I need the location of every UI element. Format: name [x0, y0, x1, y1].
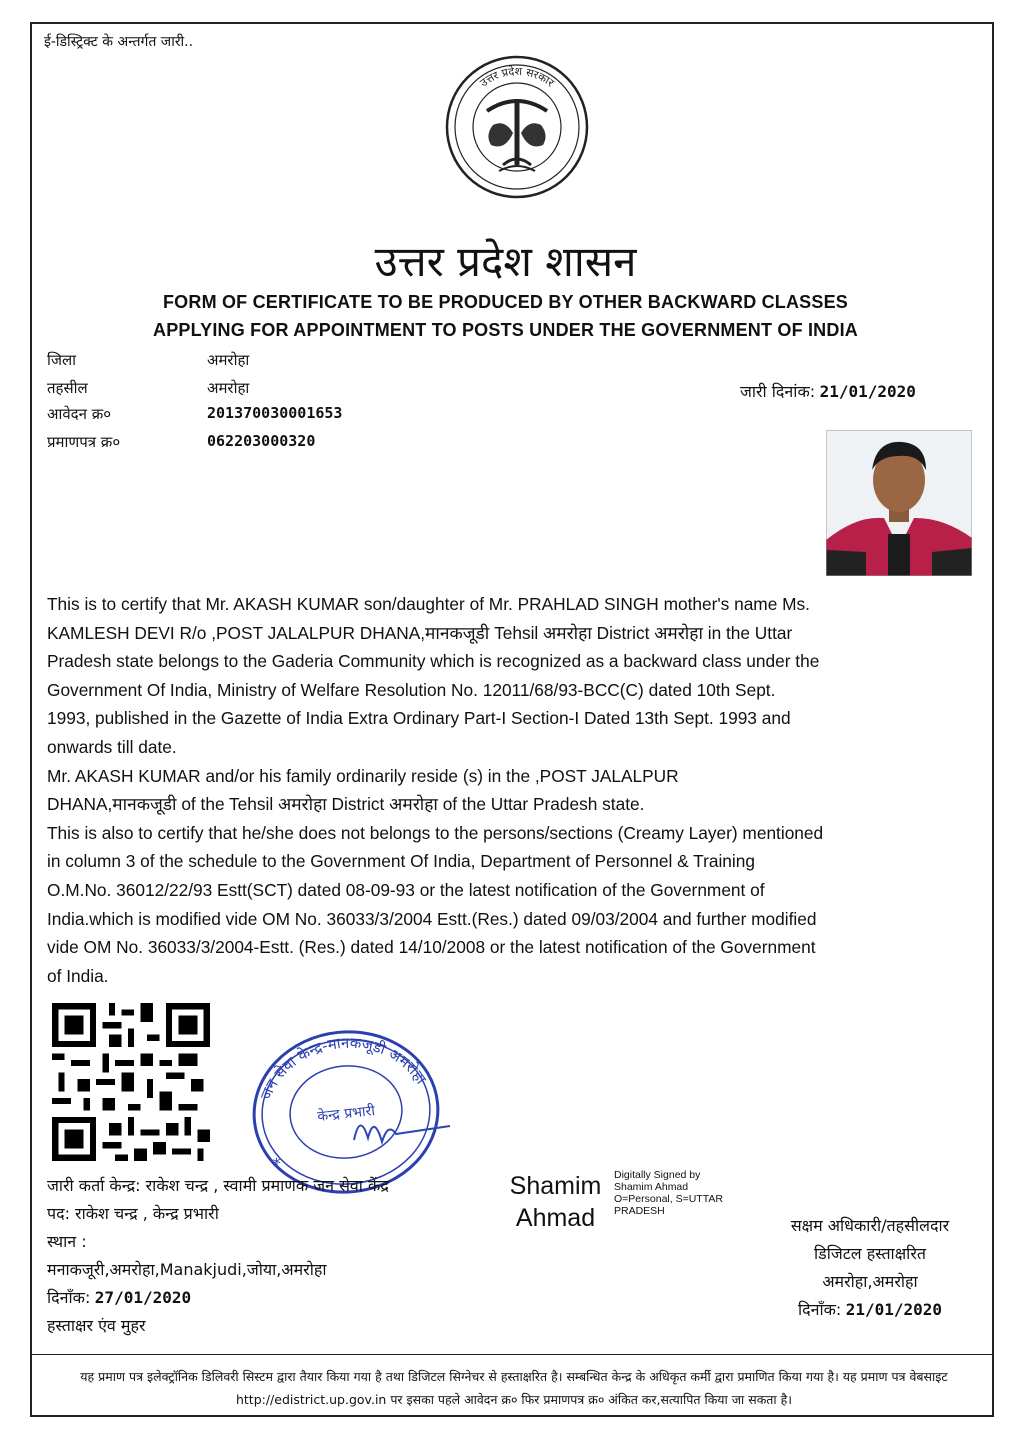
up-government-emblem-icon — [443, 53, 591, 201]
digital-signature-note: Digitally Signed by Shamim Ahmad O=Personal, S=UTTAR PRADESH — [614, 1169, 723, 1217]
certificate-number-label: प्रमाणपत्र क्र० — [47, 433, 121, 451]
signature-and-seal-label: हस्ताक्षर एंव मुहर — [47, 1316, 146, 1335]
tehsil-value: अमरोहा — [207, 379, 250, 397]
place-value: मनाकजूरी,अमरोहा,Manakjudi,जोया,अमरोहा — [47, 1260, 327, 1279]
authority-digital-signed: डिजिटल हस्ताक्षरित — [814, 1244, 926, 1263]
tehsil-label: तहसील — [47, 379, 88, 397]
certificate-body: This is to certify that Mr. AKASH KUMAR son/daughter of Mr. PRAHLAD SINGH mother's name Ms. KAMLESH DEVI R/o ,POST JALALPUR DHANA,मानकजूडी Tehsil अमरोहा District अमरोहा in the Uttar Pradesh state belongs to the Gaderia Community which is recognized as a backward class under the Government Of India, Ministry of Welfare Resolution No. 12011/68/93-BCC(C) dated 10th Sept. 1993, published in the Gazette of India Extra Ordinary Part-I Section-I Dated 13th Sept. 1993 and onwards till date. Mr. AKASH KUMAR and/or his family ordinarily reside (s) in the ,POST JALALPUR DHANA,मानकजूडी of the Tehsil अमरोहा District अमरोहा of the Uttar Pradesh state. This is also to certify that he/she does not belongs to the persons/sections (Creamy Layer) mentioned in column 3 of the schedule to the Government Of India, Department of Personnel & Training O.M.No. 36012/22/93 Estt(SCT) dated 08-09-93 or the latest notification of the Government of India.which is modified vide OM No. 36033/3/2004 Estt.(Res.) dated 09/03/2004 and further modified vide OM No. 36033/3/2004-Estt. (Res.) dated 14/10/2008 or the latest notification of the Government of India. — [47, 594, 824, 986]
authority-date-value: 21/01/2020 — [845, 1300, 943, 1319]
verification-qr-code — [50, 1003, 212, 1161]
stamp-ring-text: जन सेवा केन्द्र-मानकजूडी अमरोहा — [256, 1033, 431, 1103]
hindi-title: उत्तर प्रदेश शासन — [374, 237, 637, 286]
issue-date-value: 21/01/2020 — [819, 382, 916, 401]
issuer-date-label: दिनाँक: — [47, 1288, 91, 1307]
signer-last-name: Ahmad — [515, 1204, 596, 1232]
signer-first-name: Shamim — [509, 1172, 602, 1200]
stamp-center-text: केन्द्र प्रभारी — [316, 1103, 376, 1125]
form-title-line-1: FORM OF CERTIFICATE TO BE PRODUCED BY OTHER BACKWARD CLASSES — [162, 292, 849, 312]
application-number-value: 201370030001653 — [207, 404, 343, 422]
authority-place: अमरोहा,अमरोहा — [822, 1272, 918, 1291]
authority-date-label: दिनाँक: — [797, 1300, 842, 1319]
authority-date — [740, 1298, 1000, 1320]
emblem-text: उत्तर प्रदेश सरकार — [477, 64, 557, 90]
authority-title: सक्षम अधिकारी/तहसीलदार — [790, 1216, 950, 1235]
applicant-photo — [826, 430, 972, 576]
issuer-date-value: 27/01/2020 — [94, 1288, 192, 1307]
issue-date — [740, 380, 916, 402]
digital-signer-name — [498, 1170, 613, 1234]
svg-text:जन सेवा केन्द्र-मानकजूडी अमरोह — [251, 1025, 431, 1105]
certificate-number-value: 062203000320 — [207, 432, 316, 450]
svg-text:उत्तर प्रदेश सरकार — [478, 65, 557, 90]
svg-text:*: * — [272, 1154, 283, 1174]
edistrict-note: ई-डिस्ट्रिक्ट के अन्तर्गत जारी.. — [44, 34, 194, 50]
footer-verification-note: यह प्रमाण पत्र इलेक्ट्रॉनिक डिलिवरी सिस्टम द्वारा तैयार किया गया है तथा डिजिटल सिग्नेचर से हस्ताक्षरित है। सम्बन्धित केन्द्र के अधिकृत कर्मी द्वारा प्रमाणित किया गया है। यह प्रमाण पत्र वेबसाइट http://edistrict.up.gov.in पर इसका पहले आवेदन क्र० फिर प्रमाणपत्र क्र० अंकित कर,सत्यापित किया जा सकता है। — [80, 1369, 948, 1407]
district-value: अमरोहा — [207, 351, 250, 369]
handwritten-signature-icon — [354, 1125, 450, 1142]
form-title-line-2: APPLYING FOR APPOINTMENT TO POSTS UNDER THE GOVERNMENT OF INDIA — [153, 320, 858, 340]
place-label: स्थान : — [47, 1232, 87, 1251]
issuer-date — [47, 1286, 191, 1308]
issue-date-label: जारी दिनांक: — [740, 382, 816, 401]
district-label: जिला — [47, 351, 77, 369]
footer-divider — [30, 1354, 994, 1355]
issuing-center: जारी कर्ता केन्द्र: राकेश चन्द्र , स्वामी प्रमाणक जन सेवा केंद्र — [47, 1176, 389, 1195]
application-number-label: आवेदन क्र० — [47, 405, 112, 423]
issuer-post: पद: राकेश चन्द्र , केन्द्र प्रभारी — [47, 1204, 219, 1223]
